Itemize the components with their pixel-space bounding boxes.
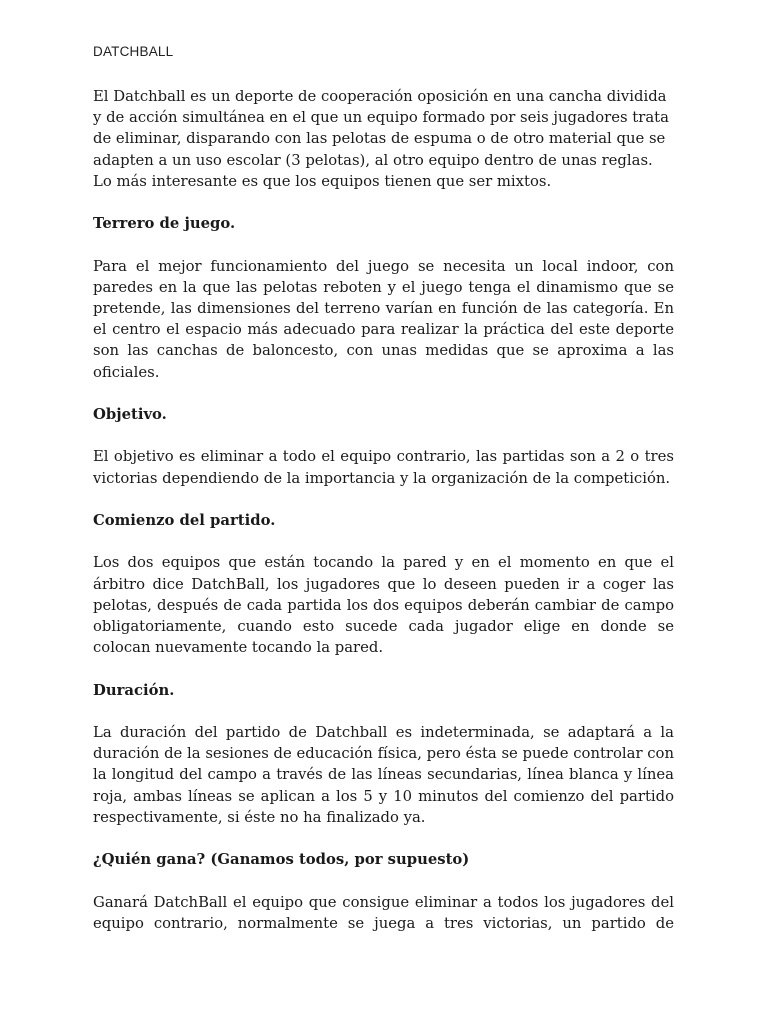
section-heading-terreno: Terrero de juego. [93,215,236,233]
section-heading-quien-gana: ¿Quién gana? (Ganamos todos, por supuesto) [93,851,470,869]
section-heading-objetivo: Objetivo. [93,406,167,423]
intro-line: y de acción simultánea en el que un equipo formado por seis jugadores trata [93,109,669,127]
section-heading-duracion: Duración. [93,681,175,699]
section-body-objetivo: El objetivo es eliminar a todo el equipo contrario, las partidas son a 2 o tres victorias dependiendo de la importancia y la organización de la competición. [93,448,674,487]
intro-line: adapten a un uso escolar (3 pelotas), al otro equipo dentro de unas reglas. [93,151,653,169]
section-body-comienzo: Los dos equipos que están tocando la pared y en el momento en que el árbitro dice DatchBall, los jugadores que lo deseen pueden ir a coger las pelotas, después de cada partida los dos equipos deberán cambiar de campo obligatoriamente, cuando esto sucede cada jugador elige en donde se colocan nuevamente tocando la pared. [93,554,674,657]
section-body-quien-gana: Ganará DatchBall el equipo que consigue eliminar a todos los jugadores del equipo contrario, normalmente se juega a tres victorias, un partido de [93,893,674,932]
intro-paragraph [93,86,674,192]
intro-line: de eliminar, disparando con las pelotas de espuma o de otro material que se [93,130,666,148]
document-body [93,86,674,955]
section-body-duracion: La duración del partido de Datchball es indeterminada, se adaptará a la duración de la sesiones de educación física, pero ésta se puede controlar con la longitud del campo a través de las líneas secundarias, línea blanca y línea roja, ambas líneas se aplican a los 5 y 10 minutos del comienzo del partido respectivamente, si éste no ha finalizado ya. [93,723,674,826]
document-header: DATCHBALL [93,44,174,59]
section-body-terreno: Para el mejor funcionamiento del juego se necesita un local indoor, con paredes en la que las pelotas reboten y el juego tenga el dinamismo que se pretende, las dimensiones del terreno varían en función de las categoría. En el centro el espacio más adecuado para realizar la práctica del este deporte son las canchas de baloncesto, con unas medidas que se aproxima a las oficiales. [93,257,674,381]
intro-line: El Datchball es un deporte de cooperación oposición en una cancha dividida [93,88,667,105]
section-heading-comienzo: Comienzo del partido. [93,511,276,529]
intro-line: Lo más interesante es que los equipos tienen que ser mixtos. [93,172,552,190]
